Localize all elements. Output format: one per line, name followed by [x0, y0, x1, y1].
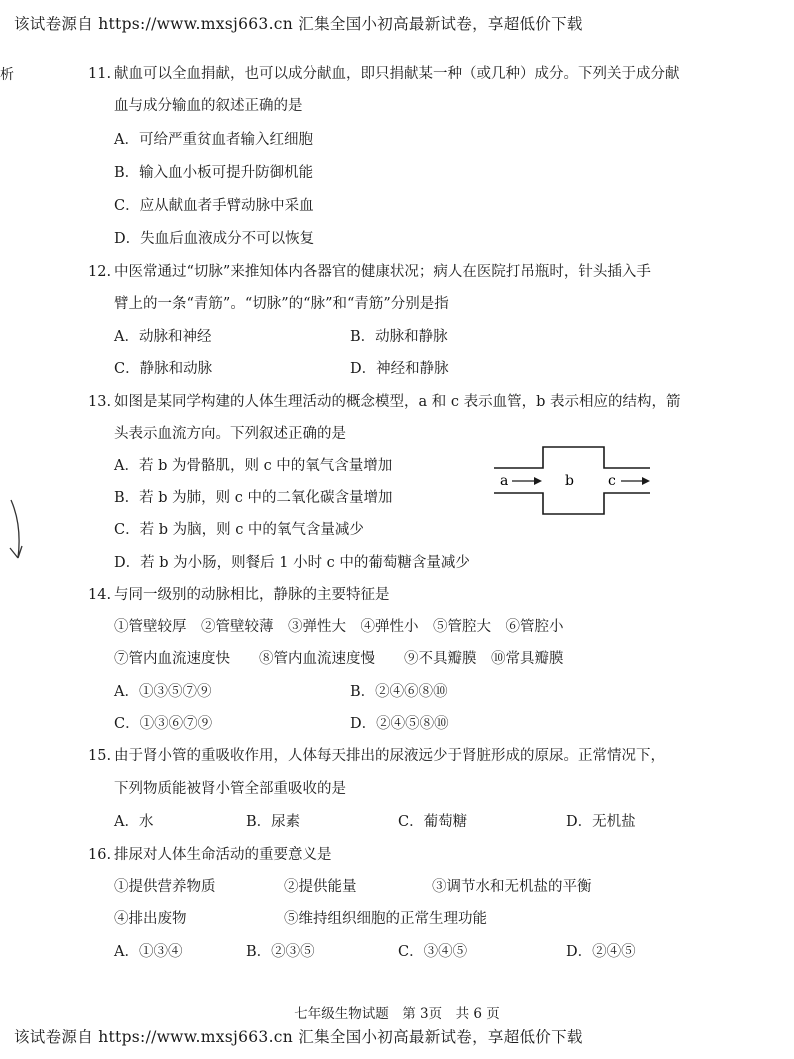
- label-a: a: [500, 473, 509, 489]
- option-b: B．尿素: [246, 814, 301, 830]
- option-d: D．失血后血液成分不可以恢复: [114, 231, 315, 247]
- option-a: A．水: [114, 814, 154, 830]
- option-d: D．②④⑤⑧⑩: [350, 716, 449, 732]
- label-b: b: [565, 473, 574, 489]
- question-number: 16.: [88, 847, 112, 863]
- arrow-c-head-icon: [642, 477, 650, 485]
- option-a: A．动脉和神经: [114, 329, 212, 345]
- option-c: C．③④⑤: [398, 944, 468, 960]
- page-footer: 七年级生物试题 第 3页 共 6 页: [294, 1006, 500, 1022]
- option-c: C．①③⑥⑦⑨: [114, 716, 213, 732]
- option-d: D．②④⑤: [566, 944, 636, 960]
- option-b: B．输入血小板可提升防御机能: [114, 165, 314, 181]
- statement-3: ③调节水和无机盐的平衡: [432, 879, 592, 895]
- option-c: C．若 b 为脑，则 c 中的氧气含量减少: [114, 522, 364, 538]
- question-number: 13.: [88, 394, 112, 410]
- option-d: D．若 b 为小肠，则餐后 1 小时 c 中的葡萄糖含量减少: [114, 555, 470, 571]
- option-b: B．动脉和静脉: [350, 329, 448, 345]
- question-number: 14.: [88, 587, 112, 603]
- arrow-a-head-icon: [534, 477, 542, 485]
- question-stem: 下列物质能被肾小管全部重吸收的是: [114, 781, 346, 797]
- question-number: 11.: [88, 66, 112, 82]
- watermark-top: 该试卷源自 https://www.mxsj663.cn 汇集全国小初高最新试卷，享超低价下载: [14, 15, 583, 33]
- statement-list: ⑦管内血流速度快 ⑧管内血流速度慢 ⑨不具瓣膜 ⑩常具瓣膜: [114, 651, 564, 667]
- question-stem: 血与成分输血的叙述正确的是: [114, 98, 303, 114]
- question-stem: 臂上的一条“青筋”。“切脉”的“脉”和“青筋”分别是指: [114, 296, 449, 312]
- question-stem: 如图是某同学构建的人体生理活动的概念模型，a 和 c 表示血管，b 表示相应的结构，箭: [114, 394, 681, 410]
- question-stem: 排尿对人体生命活动的重要意义是: [114, 847, 332, 863]
- question-number: 12.: [88, 264, 112, 280]
- option-d: D．无机盐: [566, 814, 636, 830]
- statement-list: ①管壁较厚 ②管壁较薄 ③弹性大 ④弹性小 ⑤管腔大 ⑥管腔小: [114, 619, 564, 635]
- statement-4: ④排出废物: [114, 911, 187, 927]
- option-a: A．可给严重贫血者输入红细胞: [114, 132, 313, 148]
- statement-1: ①提供营养物质: [114, 879, 216, 895]
- option-a: A．若 b 为骨骼肌，则 c 中的氧气含量增加: [114, 458, 393, 474]
- option-c: C．葡萄糖: [398, 814, 468, 830]
- statement-2: ②提供能量: [284, 879, 357, 895]
- question-stem: 与同一级别的动脉相比，静脉的主要特征是: [114, 587, 390, 603]
- option-b: B．②③⑤: [246, 944, 315, 960]
- option-c: C．应从献血者手臂动脉中采血: [114, 198, 314, 214]
- question-stem: 中医常通过“切脉”来推知体内各器官的健康状况；病人在医院打吊瓶时，针头插入手: [114, 264, 651, 280]
- option-b: B．若 b 为肺，则 c 中的二氧化碳含量增加: [114, 490, 393, 506]
- option-b: B．②④⑥⑧⑩: [350, 684, 448, 700]
- watermark-bottom: 该试卷源自 https://www.mxsj663.cn 汇集全国小初高最新试卷，享超低价下载: [14, 1028, 583, 1046]
- margin-note: 析: [0, 67, 14, 83]
- concept-model-diagram: [490, 443, 660, 519]
- statement-5: ⑤维持组织细胞的正常生理功能: [284, 911, 487, 927]
- question-stem: 由于肾小管的重吸收作用，人体每天排出的尿液远少于肾脏形成的原尿。正常情况下，: [114, 748, 665, 764]
- option-c: C．静脉和动脉: [114, 361, 213, 377]
- handwritten-mark-icon: [6, 496, 26, 576]
- option-a: A．①③④: [114, 944, 183, 960]
- option-a: A．①③⑤⑦⑨: [114, 684, 212, 700]
- label-c: c: [608, 473, 616, 489]
- option-d: D．神经和静脉: [350, 361, 449, 377]
- question-number: 15.: [88, 748, 112, 764]
- question-stem: 献血可以全血捐献，也可以成分献血，即只捐献某一种（或几种）成分。下列关于成分献: [114, 66, 680, 82]
- question-stem: 头表示血流方向。下列叙述正确的是: [114, 426, 346, 442]
